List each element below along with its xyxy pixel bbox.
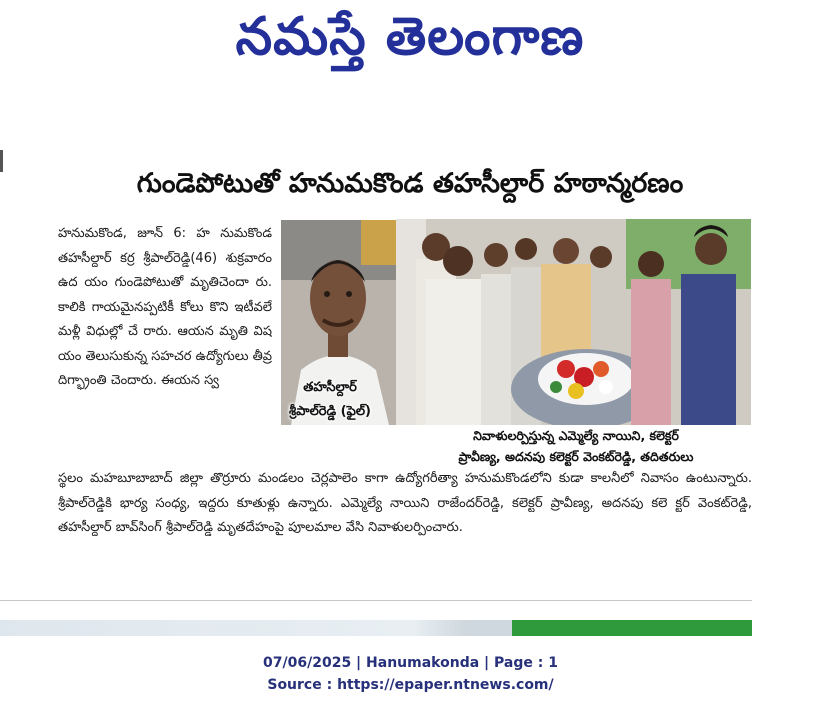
page-footer [0,652,821,698]
footer-date-edition: 07/06/2025 | Hanumakonda | Page : 1 [263,655,558,671]
article-body-column: హనుమకొండ, జూన్ 6: హ నుమకొండ తహసీల్దార్ కర్ర శ్రీపాల్‌రెడ్డి(46) శుక్రవారం ఉద యం గుండెపోటుతో మృతిచెందా రు. కాలికి గాయమైనప్పటికీ కోలు కొని ఇటీవలే మళ్లీ విధుల్లో చే రారు. ఆయన మృతి విష యం తెలుసుకున్న సహచర ఉద్యోగులు తీవ్ర దిగ్భ్రాంతి చెందారు. ఈయన స్వ [58,226,272,388]
section-divider [0,600,752,601]
group-caption-line-1: నివాళులర్పిస్తున్న ఎమ్మెల్యే నాయిని, కలెక్టర్ [473,428,679,443]
portrait-caption-line-1: తహసీల్దార్ [303,380,357,395]
next-article-banner [512,620,752,636]
portrait-caption-line-2: శ్రీపాల్‌రెడ్డి (ఫైల్) [289,404,371,419]
group-caption-line-2: ప్రావీణ్య, అదనపు కలెక్టర్ వెంకట్‌రెడ్డి, తదితరులు [458,449,694,464]
article-headline: గుండెపోటుతో హనుమకొండ తహసీల్దార్ హఠాన్మరణం [136,168,684,199]
masthead-title: నమస్తే తెలంగాణ [235,7,585,67]
article-body-continued: స్థలం మహబూబాబాద్ జిల్లా తొర్రూరు మండలం చెర్లపాలెం కాగా ఉద్యోగరీత్యా హనుమకొండలోని కుడా కాలనీలో నివాసం ఉంటున్నారు. శ్రీపాల్‌రెడ్డికి భార్య సంధ్య, ఇద్దరు కూతుళ్లు ఉన్నారు. ఎమ్మెల్యే నాయిని రాజేందర్‌రెడ్డి, కలెక్టర్ ప్రావీణ్య, అదనపు కలె క్టర్ వెంకట్‌రెడ్డి, తహసీల్దార్ బావ్‌సింగ్ శ్రీపాల్‌రెడ్డి మృతదేహంపై పూలమాల వేసి నివాళులర్పించారు. [58,471,752,535]
group-photo-caption [396,425,756,469]
group-photo [396,219,751,425]
footer-source-link[interactable]: Source : https://epaper.ntnews.com/ [267,677,554,693]
page-edge-mark [0,150,3,172]
portrait-caption [255,376,405,426]
next-article-strip [0,620,752,636]
